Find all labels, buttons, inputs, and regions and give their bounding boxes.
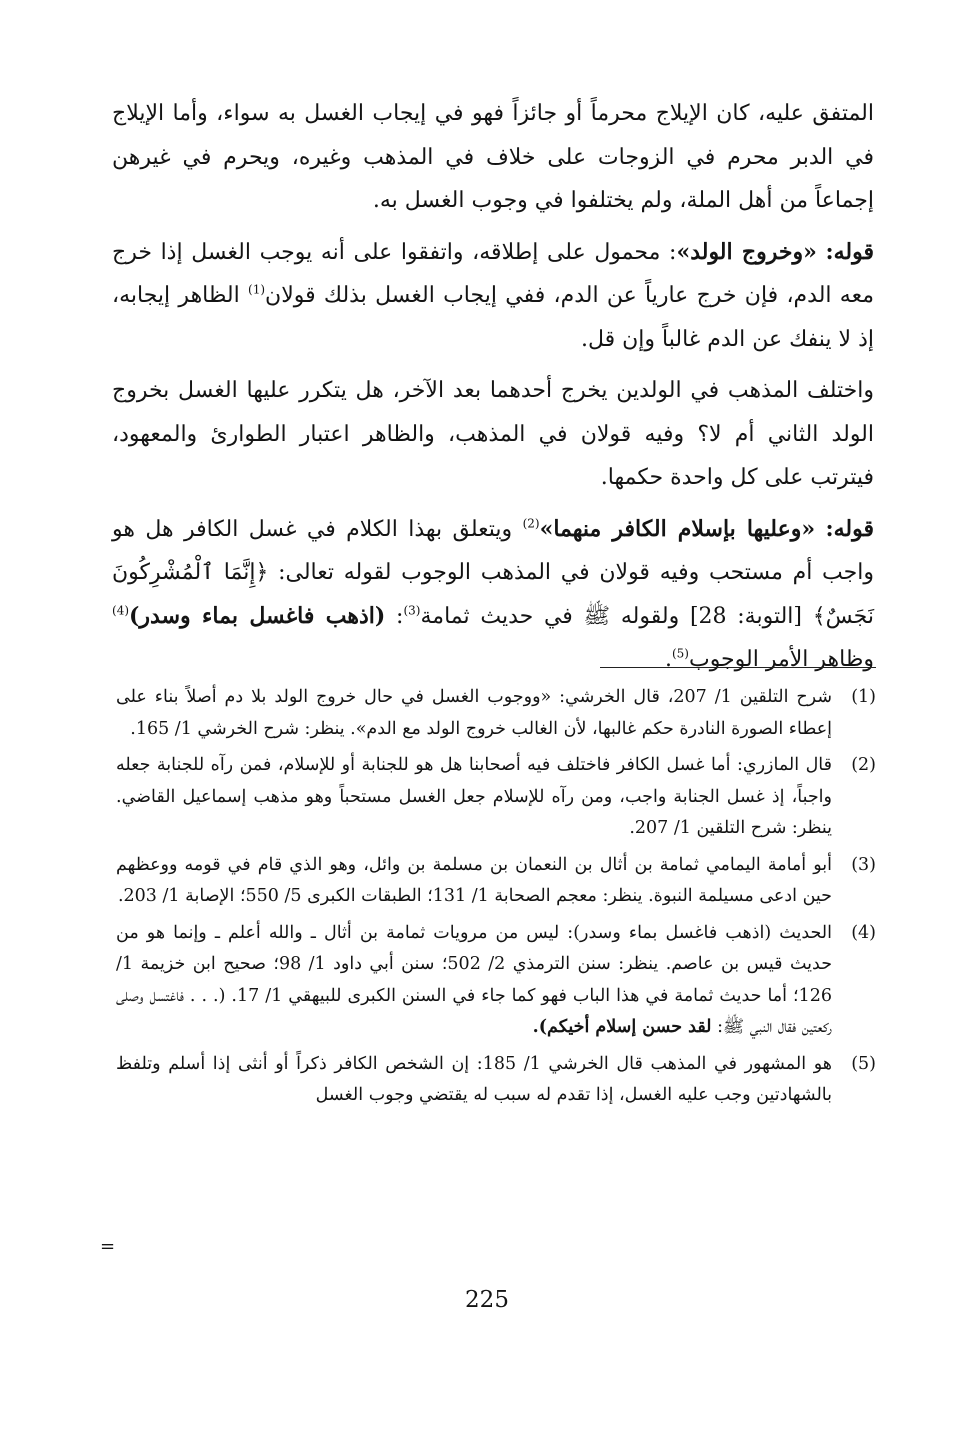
main-text (112, 92, 874, 682)
footnote-number: (3) (851, 854, 876, 875)
footnote-body: قال المازري: أما غسل الكافر فاختلف فيه أصحابنا هل هو للجنابة أو للإسلام، فمن رآه للجنابة جعله واجباً، إذ غسل الجنابة واجب، ومن رآه للإسلام جعل الغسل مستحباً وهو مذهب إسماعيل القاضي. ينظر: شرح التلقين 1/ 207. (116, 755, 832, 838)
footnote-3 (116, 850, 876, 913)
page-number: 225 (465, 1287, 509, 1313)
paragraph-4-text: ويتعلق بهذا الكلام في غسل الكافر هل هو واجب أم مستحب وفيه قولان في المذهب الوجوب لقوله تعالى: ﴿إِنَّمَا ٱلْمُشْرِكُونَ نَجَسٌ﴾ [التوبة: 28] ولقوله ﷺ في حديث ثمامة (112, 516, 875, 629)
hadith-quote: (اذهب فاغسل بماء وسدر) (129, 602, 386, 629)
quoted-matn: «وخروج الولد» (676, 238, 817, 265)
footnote-text (116, 850, 832, 913)
paragraph-1 (112, 92, 874, 223)
footnote-number: (5) (851, 1053, 876, 1074)
footnote-body: شرح التلقين 1/ 207، قال الخرشي: «ووجوب الغسل في حال خروج الولد بلا دم أصلاً بناء على إعطاء الصورة النادرة حكم غالبها، لأن الغالب خروج الولد مع الدم». ينظر: شرح الخرشي 1/ 165. (116, 687, 832, 739)
paragraph-4 (112, 508, 874, 682)
footnote-text (116, 750, 832, 845)
footnote-ref-2[interactable]: (2) (522, 516, 540, 531)
footnote-ref-1[interactable]: (1) (248, 282, 266, 297)
paragraph-3 (112, 369, 874, 500)
paragraph-4-colon: : (385, 603, 404, 629)
continuation-mark: = (100, 1236, 116, 1257)
footnote-text (116, 1049, 832, 1112)
footnote-ref-5[interactable]: (5) (671, 646, 689, 661)
footnote-bold-quote: لقد حسن إسلام أخيكم). (532, 1017, 712, 1037)
footnote-1 (116, 682, 876, 745)
footnote-5 (116, 1049, 876, 1112)
paragraph-2-text-end: الظاهر إيجابه، إذ لا ينفك عن الدم غالباً وإن قل. (112, 283, 874, 352)
footnote-4 (116, 918, 876, 1044)
paragraph-2-text: : محمول على إطلاقه، واتفقوا على أنه يوجب الغسل إذا خرج معه الدم، فإن خرج عارياً عن الدم، ففي إيجاب الغسل بذلك قولان (112, 239, 874, 308)
footnote-ref-3[interactable]: (3) (403, 603, 421, 618)
footnote-text (116, 918, 832, 1044)
footnote-2 (116, 750, 876, 845)
footnote-body: هو المشهور في المذهب قال الخرشي 1/ 185: إن الشخص الكافر ذكراً أو أنثى إذا أسلم وتلفظ بالشهادتين وجب عليه الغسل، إذا تقدم له سبب له يقتضي وجوب الغسل (116, 1053, 832, 1105)
paragraph-1-text: المتفق عليه، كان الإيلاج محرماً أو جائزاً فهو في إيجاب الغسل به سواء، وأما الإيلاج في الدبر محرم في الزوجات على خلاف في المذهب وغيره، ويحرم في غيرهن إجماعاً من أهل الملة، ولم يختلفوا في وجوب الغسل به. (112, 101, 874, 213)
footnote-ref-4[interactable]: (4) (112, 603, 130, 618)
footnote-separator (600, 667, 876, 668)
paragraph-3-text: واختلف المذهب في الولدين يخرج أحدهما بعد الآخر، هل يتكرر عليها الغسل بخروج الولد الثاني أم لا؟ وفيه قولان في المذهب، والظاهر اعتبار الطوارئ والمعهود، فيترتب على كل واحدة حكمها. (112, 378, 874, 490)
footnote-body: أبو أمامة اليمامي ثمامة بن أثال بن النعمان بن مسلمة بن وائل، وهو الذي قام في قومه ووعظهم حين ادعى مسيلمة النبوة. ينظر: معجم الصحابة 1/ 131؛ الطبقات الكبرى 5/ 550؛ الإصابة 1/ 203. (116, 854, 832, 906)
quoted-matn: «وعليها بإسلام الكافر منهما» (539, 515, 816, 542)
paragraph-2 (112, 231, 874, 362)
footnote-number: (1) (851, 687, 876, 707)
footnote-text (116, 682, 832, 745)
paragraph-4-text-end: وظاهر الأمر الوجوب (688, 647, 874, 672)
footnotes (116, 682, 876, 1117)
footnote-number: (2) (851, 755, 876, 775)
paragraph-4-period: . (664, 647, 672, 672)
footnote-number: (4) (851, 922, 876, 943)
qawluhu-label: قوله: (825, 515, 874, 542)
footnote-body: الحديث (اذهب فاغسل بماء وسدر): ليس من مرويات ثمامة بن أثال ـ والله أعلم ـ وإنما هو من حديث قيس بن عاصم. ينظر: سنن الترمذي 2/ 502؛ سنن أبي داود 1/ 98؛ صحيح ابن خزيمة 1/ 126؛ أما حديث ثمامة في هذا الباب فهو كما جاء في السنن الكبرى للبيهقي 1/ 17. (. . . فاغتسل وصلى ركعتين فقال النبي ﷺ: (116, 922, 833, 1037)
qawluhu-label: قوله: (825, 238, 875, 265)
